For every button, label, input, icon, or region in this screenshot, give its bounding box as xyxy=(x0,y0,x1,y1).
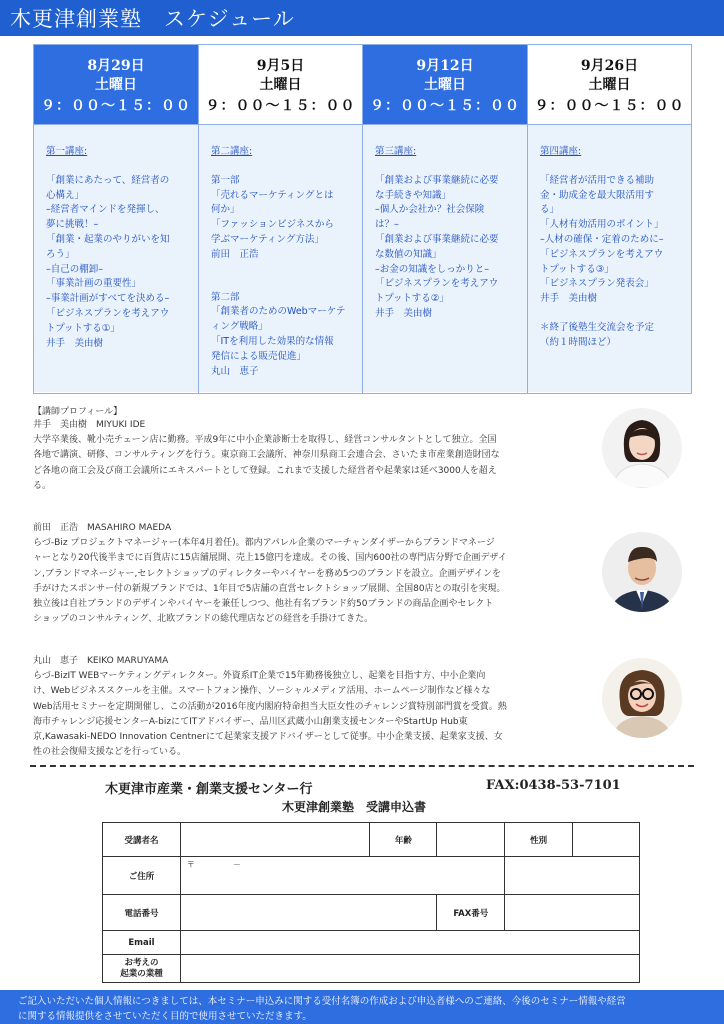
session-date: 9月26日 xyxy=(580,58,639,74)
lecturer-name: 井手 美由樹 xyxy=(46,337,104,349)
lecture-line: 発信による販売促進」 xyxy=(211,350,307,362)
profile-text-line: ど各地の商工会及び商工会議所にエキスパートとして登録。これまで支援した経営者や起業家は延べ3000人を超え xyxy=(33,465,497,476)
lecture-line: 学ぶマーケティング方法」 xyxy=(211,233,324,245)
lecturer-name: 井手 美由樹 xyxy=(540,293,598,305)
profile-heading: 【講師プロフィール】 xyxy=(33,407,123,417)
schedule-header-2 xyxy=(199,45,362,125)
phone-label: 電話番号 xyxy=(103,895,181,931)
lecture-line: –人材の確保・定着のために– xyxy=(540,233,664,245)
lecture-line: な数値の知識」 xyxy=(375,248,442,260)
lecture-line: 第一部 xyxy=(211,174,240,186)
lecture-line: 「ファッションビジネスから xyxy=(211,219,334,231)
profile-text-line: 海市チャレンジ応援センターA-bizにてITアドバイザー、品川区武蔵小山創業支援センターやStartUp Hub東 xyxy=(33,716,468,727)
lecture-line: 「創業・起業のやりがいを知 xyxy=(46,233,170,245)
lecture-line: 「創業および事業継続に必要 xyxy=(375,174,499,186)
name-label: 受講者名 xyxy=(103,823,181,857)
profile-text-line: 各地で講演、研修、コンサルティングを行う。東京商工会議所、神奈川県商工会連合会、さいたま市産業創造財団な xyxy=(33,450,500,461)
fax-field[interactable] xyxy=(505,895,640,931)
lecture-line: –事業計画がすべてを決める– xyxy=(46,293,170,305)
profile-text-line: らづ-Biz プロジェクトマネージャー(本年4月着任)。都内アパレル企業のマーチャンダイザーからブランドマネージ xyxy=(33,538,495,549)
business-label-line: 起業の業種 xyxy=(120,968,163,979)
form-row xyxy=(103,955,640,983)
lecture-line: トプットする①」 xyxy=(46,322,120,334)
schedule-column-4 xyxy=(528,45,691,393)
schedule-body-2 xyxy=(199,125,362,392)
lecture-line: –経営者マインドを発揮し、 xyxy=(46,204,165,216)
maruyama-photo xyxy=(602,658,682,738)
lecture-line: は？– xyxy=(375,219,399,231)
session-day: 土曜日 xyxy=(588,77,631,93)
address-field-extra[interactable] xyxy=(505,857,640,895)
lecture-line: 「経営者が活用できる補助 xyxy=(540,174,655,186)
spacer xyxy=(211,263,352,277)
lecture-line: 「売れるマーケティングとは xyxy=(211,189,334,201)
organizer-name: 木更津市産業・創業支援センター行 xyxy=(105,782,313,797)
profile-text-line: らづ-BizIT WEBマーケティングディレクター。外資系IT企業で15年勤務後独立し、起業を目指す方、中小企業向 xyxy=(33,671,486,682)
lecture-line: 「人材有効活用のポイント」 xyxy=(540,219,664,231)
zip-mark: 〒 xyxy=(186,860,195,869)
session-date: 9月12日 xyxy=(416,58,474,74)
lecturer-name: 井手 美由樹 xyxy=(375,307,433,319)
schedule-column-3 xyxy=(363,45,528,393)
profile-text-line: ン,ブランドマネージャー,セレクトショップのディレクターやバイヤーを務め5つのブランドを設立。企画デザインを xyxy=(33,568,502,579)
lecture-line: 「ITを利用した効果的な情報 xyxy=(211,335,334,347)
note-line: ＊終了後塾生交流会を予定 xyxy=(540,321,655,333)
lecture-line: な手続きや知識」 xyxy=(375,189,452,201)
profile-maeda xyxy=(33,521,507,627)
session-time: ９：００〜１５：００ xyxy=(41,98,191,114)
lecture-label: 第四講座: xyxy=(540,146,582,157)
privacy-text-line: ご記入いただいた個人情報につきましては、本セミナー申込みに関する受付名簿の作成および申込者様へのご連絡、今後のセミナー情報や経営 xyxy=(18,996,626,1007)
profile-text-line: 大学卒業後、靴小売チェーン店に勤務。平成9年に中小企業診断士を取得し、経営コンサルタントとして独立。全国 xyxy=(33,435,497,446)
privacy-footer xyxy=(0,990,724,1024)
lecture-line: 「事業計画の重要性」 xyxy=(46,278,142,290)
profile-text-line: る。 xyxy=(33,480,52,491)
lecturer-name: 前田 正浩 xyxy=(211,248,259,260)
lecture-line: 金・助成金を最大限活用す xyxy=(540,189,655,201)
lecture-line: ろう」 xyxy=(46,248,75,260)
session-day: 土曜日 xyxy=(259,77,302,93)
schedule-header-1 xyxy=(34,45,198,125)
lecture-line: 「ビジネスプランを考えアウ xyxy=(540,248,664,260)
fax-label: FAX番号 xyxy=(437,895,505,931)
schedule-body-1 xyxy=(34,125,198,392)
session-day: 土曜日 xyxy=(424,77,466,93)
email-field[interactable] xyxy=(180,931,639,955)
form-row xyxy=(103,931,640,955)
phone-field[interactable] xyxy=(180,895,436,931)
gender-field[interactable] xyxy=(573,823,640,857)
note-line: （約１時間ほど） xyxy=(540,336,617,348)
ide-photo xyxy=(602,408,682,488)
schedule-table xyxy=(33,44,692,394)
business-label xyxy=(103,955,181,983)
schedule-header-4 xyxy=(528,45,691,125)
cut-line xyxy=(30,765,694,767)
spacer xyxy=(540,307,681,321)
profile-text-line: ャーとなり20代後半までに百貨店に15店舗展開、売上15億円を達成。その後、国内600社の専門店分野で企画デザイ xyxy=(33,553,507,564)
lecture-line: 「創業者のためのWebマーケテ xyxy=(211,306,346,318)
profile-text-line: 独立後は自社ブランドのデザインやバイヤーを兼任しつつ、他社有名ブランド約50ブランドの商品企画やセレクト xyxy=(33,599,494,610)
maeda-photo xyxy=(602,532,682,612)
schedule-column-1 xyxy=(34,45,199,393)
form-row xyxy=(103,823,640,857)
profile-ide xyxy=(33,418,500,494)
schedule-body-3 xyxy=(363,125,527,392)
profile-maruyama xyxy=(33,654,507,760)
lecture-line: 第二部 xyxy=(211,291,240,303)
lecture-label: 第三講座: xyxy=(375,146,417,157)
lecture-line: 夢に挑戦！– xyxy=(46,219,99,231)
address-field[interactable] xyxy=(180,857,504,895)
schedule-column-2 xyxy=(199,45,363,393)
email-label: Email xyxy=(103,931,181,955)
session-time: ９：００〜１５：００ xyxy=(370,98,520,114)
title-bar xyxy=(0,0,724,36)
profile-name: 井手 美由樹 MIYUKI IDE xyxy=(33,420,146,430)
gender-label: 性別 xyxy=(505,823,573,857)
application-form xyxy=(102,822,640,983)
lecturer-name: 丸山 恵子 xyxy=(211,365,259,377)
address-label: ご住所 xyxy=(103,857,181,895)
age-field[interactable] xyxy=(437,823,505,857)
session-date: 9月5日 xyxy=(256,58,305,74)
session-date: 8月29日 xyxy=(87,58,145,74)
privacy-text-line: に関する情報提供をさせていただく目的で使用させていただきます。 xyxy=(18,1011,312,1022)
page-title: 木更津創業塾 スケジュール xyxy=(10,7,295,31)
profile-text-line: ショップのコンサルティング、北欧ブランドの総代理店などの経営を手掛けてきた。 xyxy=(33,614,374,625)
business-field[interactable] xyxy=(180,955,639,983)
business-label-line: お考えの xyxy=(124,957,159,968)
zip-dash: － xyxy=(232,860,241,869)
lecture-line: –個人か会社か？社会保険 xyxy=(375,204,485,216)
profile-name: 前田 正浩 MASAHIRO MAEDA xyxy=(33,523,172,533)
lecture-line: 「ビジネスプランを考えアウ xyxy=(375,278,499,290)
lecture-line: トプットする②」 xyxy=(375,293,449,305)
lecture-line: –お金の知識をしっかりと– xyxy=(375,263,490,275)
schedule-header-3 xyxy=(363,45,527,125)
lecture-line: 「ビジネスプランを考えアウ xyxy=(46,307,170,319)
form-row xyxy=(103,857,640,895)
lecture-line: –自己の棚卸– xyxy=(46,263,104,275)
profile-text-line: け、Webビジネススクールを主催。スマートフォン操作、ソーシャルメディア活用、ホームページ制作など様々な xyxy=(33,686,491,697)
session-time: ９：００〜１５：００ xyxy=(205,98,356,114)
profile-text-line: 京,Kawasaki-NEDO Innovation Centnerにて起業家支援アドバイザーとして従事。中小企業支援、起業家支援、女 xyxy=(33,732,503,743)
name-field[interactable] xyxy=(180,823,370,857)
session-time: ９：００〜１５：００ xyxy=(534,98,685,114)
lecture-line: ィング戦略」 xyxy=(211,321,268,333)
fax-number: FAX:0438-53-7101 xyxy=(486,778,621,793)
lecture-label: 第一講座: xyxy=(46,146,88,157)
profile-text-line: Web活用セミナーを定期開催し、この活動が2016年度内閣府特命担当大臣女性のチャレンジ賞特別部門賞を受賞。熱 xyxy=(33,701,507,712)
lecture-line: る」 xyxy=(540,204,560,216)
form-title: 木更津創業塾 受講申込書 xyxy=(282,800,427,814)
profile-text-line: 性の社会復帰支援などを行っている。 xyxy=(33,747,187,758)
lecture-line: 「創業にあたって、経営者の xyxy=(46,174,170,186)
lecture-line: 何か」 xyxy=(211,204,240,216)
profile-text-line: 手がけたスポンサー付の新規ブランドでは、1年目で5店舗の直営セレクトショップ展開、全国80店との取引を実現。 xyxy=(33,583,506,594)
lecture-line: 「創業および事業継続に必要 xyxy=(375,233,499,245)
session-day: 土曜日 xyxy=(95,77,137,93)
spacer xyxy=(211,277,352,291)
lecture-line: 「ビジネスプラン発表会」 xyxy=(540,278,654,290)
form-row xyxy=(103,895,640,931)
schedule-body-4 xyxy=(528,125,691,392)
lecture-label: 第二講座: xyxy=(211,146,253,157)
profile-name: 丸山 恵子 KEIKO MARUYAMA xyxy=(33,656,169,666)
lecture-line: 心構え」 xyxy=(46,189,85,201)
lecture-line: トプットする③」 xyxy=(540,263,614,275)
age-label: 年齢 xyxy=(370,823,437,857)
